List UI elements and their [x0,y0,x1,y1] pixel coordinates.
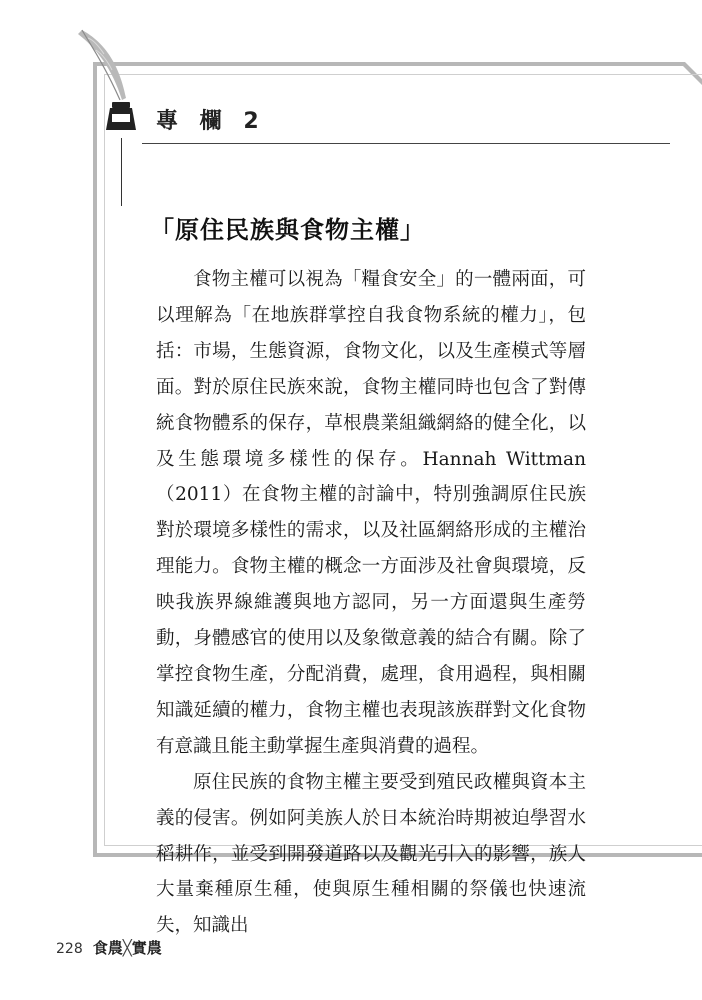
quill-ink-icon [60,18,160,138]
page-footer [56,937,162,958]
book-title-cross: ╳ [122,939,132,957]
page-number: 228 [56,941,83,957]
vertical-rule [121,138,122,206]
book-title-left: 食農 [92,939,123,957]
book-title [93,937,162,958]
article-body [156,262,586,944]
column-title: 專 欄 2 [156,109,266,134]
book-title-right: 實農 [131,939,162,957]
paragraph: 原住民族的食物主權主要受到殖民政權與資本主義的侵害。例如阿美族人於日本統治時期被迫學習水稻耕作，並受到開發道路以及觀光引入的影響，族人大量棄種原生種，使與原生種相關的祭儀也快速流失，知識出 [156,771,586,937]
title-rule [142,143,670,144]
paragraph: 食物主權可以視為「糧食安全」的一體兩面，可以理解為「在地族群掌控自我食物系統的權力」，包括：市場，生態資源，食物文化，以及生產模式等層面。對於原住民族來說，食物主權同時也包含了對傳統食物體系的保存，草根農業組織網絡的健全化，以及生態環境多樣性的保存。Hannah Wittman（2011）在食物主權的討論中，特別強調原住民族對於環境多樣性的需求，以及社區網絡形成的主權治理能力。食物主權的概念一方面涉及社會與環境，反映我族界線維護與地方認同，另一方面還與生產勞動，身體感官的使用以及象徵意義的結合有關。除了掌控食物生產，分配消費，處理，食用過程，與相關知識延續的權力，食物主權也表現該族群對文化食物有意識且能主動掌握生產與消費的過程。 [156,269,586,757]
article-title: 「原住民族與食物主權」 [150,215,425,244]
